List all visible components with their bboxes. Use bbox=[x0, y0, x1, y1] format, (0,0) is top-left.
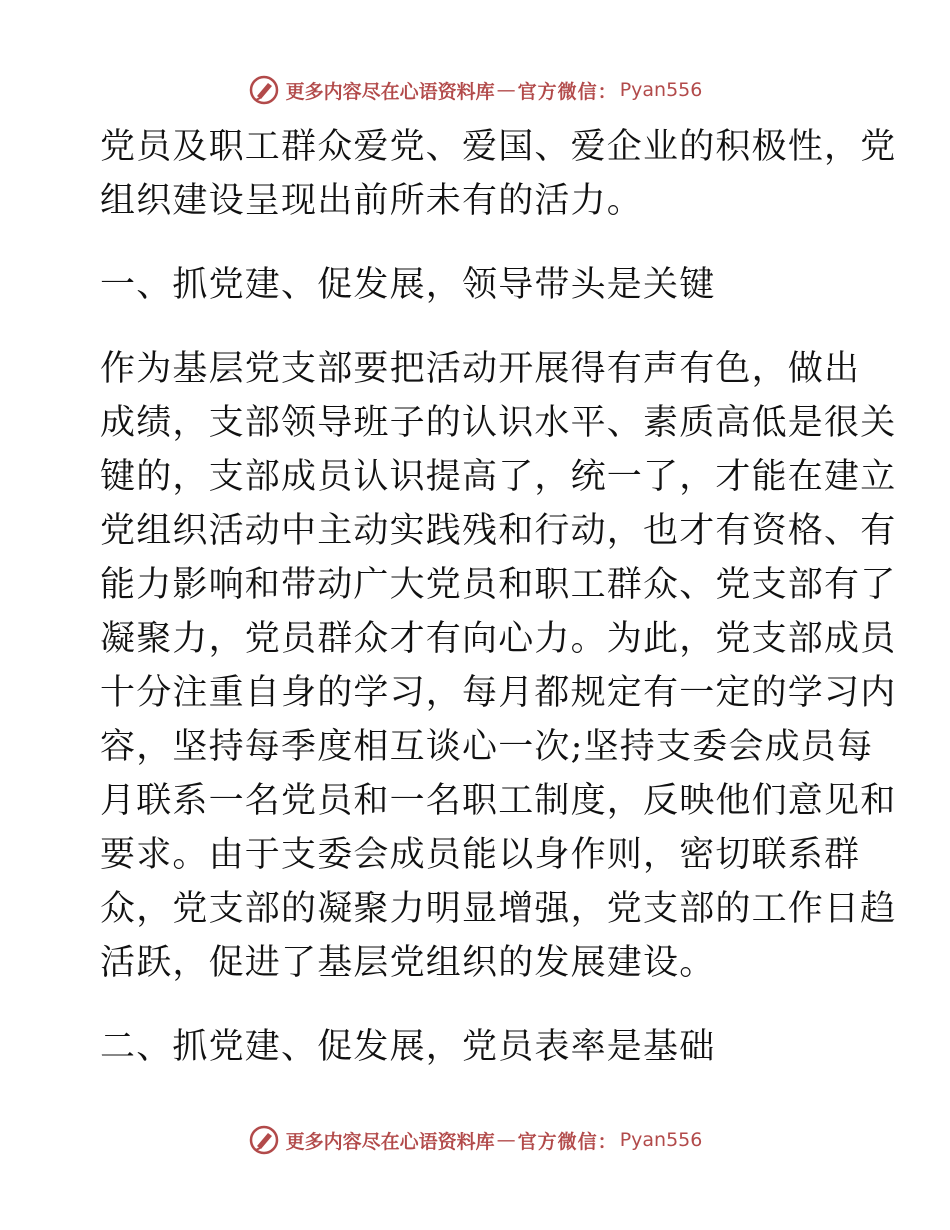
banner-main-text: 更多内容尽在心语资料库 bbox=[285, 1130, 495, 1153]
banner-wechat-id: Pyan556 bbox=[619, 79, 703, 101]
paragraph-line: 要求。由于支委会成员能以身作则，密切联系群 bbox=[100, 835, 861, 875]
document-body bbox=[100, 120, 897, 1074]
paragraph-line: 党组织活动中主动实践残和行动，也才有资格、有 bbox=[100, 511, 897, 551]
header-banner bbox=[0, 70, 950, 110]
paragraph-line: 容，坚持每季度相互谈心一次;坚持支委会成员每 bbox=[100, 727, 874, 767]
red-circle-logo-icon bbox=[248, 74, 280, 106]
paragraph-line: 活跃，促进了基层党组织的发展建设。 bbox=[100, 943, 716, 983]
section-1-heading: 一、抓党建、促发展，领导带头是关键 bbox=[100, 265, 716, 305]
paragraph-line: 凝聚力，党员群众才有向心力。为此，党支部成员 bbox=[100, 619, 897, 659]
paragraph-line: 作为基层党支部要把活动开展得有声有色，做出 bbox=[100, 349, 861, 389]
paragraph-line: 月联系一名党员和一名职工制度，反映他们意见和 bbox=[100, 781, 897, 821]
paragraph-line: 能力影响和带动广大党员和职工群众、党支部有了 bbox=[100, 565, 897, 605]
paragraph-line: 十分注重自身的学习，每月都规定有一定的学习内 bbox=[100, 673, 897, 713]
intro-line: 组织建设呈现出前所未有的活力。 bbox=[100, 181, 644, 221]
banner-wechat-label: 官方微信： bbox=[517, 1130, 618, 1153]
intro-line: 党员及职工群众爱党、爱国、爱企业的积极性，党 bbox=[100, 127, 897, 167]
banner-dash: — bbox=[496, 79, 516, 101]
banner-main-text: 更多内容尽在心语资料库 bbox=[285, 80, 495, 103]
section-2-heading: 二、抓党建、促发展，党员表率是基础 bbox=[100, 1027, 716, 1067]
red-circle-logo-icon bbox=[248, 1124, 280, 1156]
paragraph-line: 众，党支部的凝聚力明显增强，党支部的工作日趋 bbox=[100, 889, 897, 929]
footer-banner bbox=[0, 1120, 950, 1160]
banner-wechat-id: Pyan556 bbox=[619, 1129, 703, 1151]
paragraph-line: 键的，支部成员认识提高了，统一了，才能在建立 bbox=[100, 457, 897, 497]
paragraph-line: 成绩，支部领导班子的认识水平、素质高低是很关 bbox=[100, 403, 897, 443]
banner-dash: — bbox=[496, 1129, 516, 1151]
banner-wechat-label: 官方微信： bbox=[517, 80, 618, 103]
